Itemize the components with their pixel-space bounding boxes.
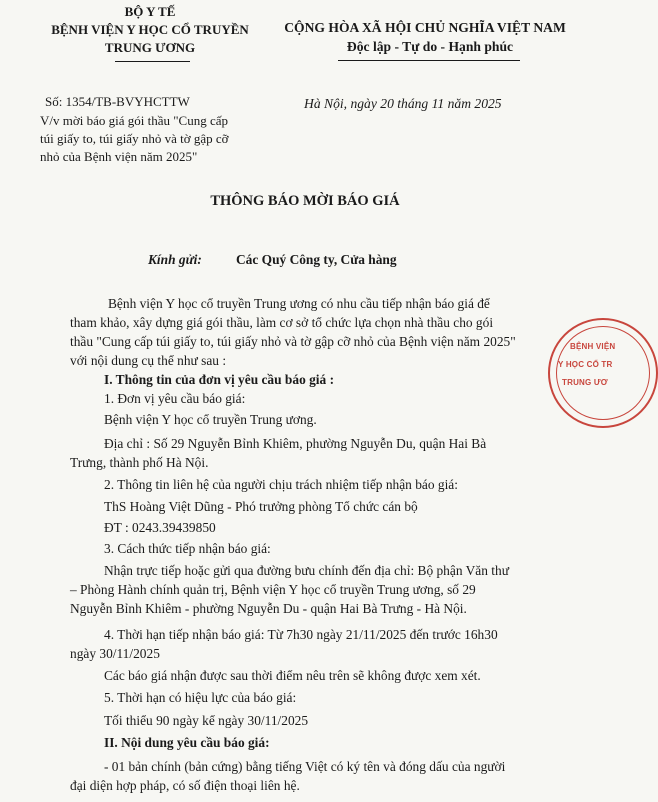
item3-heading: 3. Cách thức tiếp nhận báo giá: <box>104 541 271 556</box>
address-line2: Trưng, thành phố Hà Nội. <box>70 455 209 470</box>
hospital-name-line1: BỆNH VIỆN Y HỌC CỔ TRUYỀN <box>51 22 249 37</box>
section2-heading: II. Nội dung yêu cầu báo giá: <box>104 735 270 750</box>
ministry-name: BỘ Y TẾ <box>124 4 176 19</box>
contact-person: ThS Hoàng Việt Dũng - Phó trưởng phòng Tổ chức cán bộ <box>104 499 418 514</box>
stamp-inner-ring <box>556 326 650 420</box>
intro-line3: thầu "Cung cấp túi giấy to, túi giấy nhỏ và tờ gập cỡ nhỏ của Bệnh viện năm 2025" <box>70 334 516 349</box>
red-seal-stamp <box>548 318 658 428</box>
contact-phone: ĐT : 0243.39439850 <box>104 520 216 535</box>
section1-heading: I. Thông tin của đơn vị yêu cầu báo giá : <box>104 372 335 387</box>
intro-line1: Bệnh viện Y học cổ truyền Trung ương có nhu cầu tiếp nhận báo giá để <box>108 296 490 311</box>
stamp-text-line2: Y HỌC CỔ TR <box>558 360 613 369</box>
header-left-underline <box>115 61 190 62</box>
country-name: CỘNG HÒA XÃ HỘI CHỦ NGHĨA VIỆT NAM <box>284 20 566 35</box>
item2-heading: 2. Thông tin liên hệ của người chịu trách nhiệm tiếp nhận báo giá: <box>104 477 458 492</box>
item5-heading: 5. Thời hạn có hiệu lực của báo giá: <box>104 690 297 705</box>
national-motto: Độc lập - Tự do - Hạnh phúc <box>346 39 514 54</box>
stamp-text-line1: BỆNH VIỆN <box>570 342 616 351</box>
place-and-date: Hà Nội, ngày 20 tháng 11 năm 2025 <box>304 96 502 111</box>
recipient-value: Các Quý Công ty, Cửa hàng <box>236 252 397 267</box>
subject-line1: V/v mời báo giá gói thầu "Cung cấp <box>40 113 229 128</box>
receive-line2: – Phòng Hành chính quản trị, Bệnh viện Y học cổ truyền Trung ương, số 29 <box>70 582 476 597</box>
validity-period: Tối thiểu 90 ngày kể ngày 30/11/2025 <box>104 713 309 728</box>
notice-title: THÔNG BÁO MỜI BÁO GIÁ <box>210 193 400 209</box>
address-line1: Địa chỉ : Số 29 Nguyễn Bỉnh Khiêm, phường Nguyễn Du, quận Hai Bà <box>104 436 487 451</box>
document-number: Số: 1354/TB-BVYHCTTW <box>45 94 190 109</box>
requirement-line1: - 01 bản chính (bản cứng) bằng tiếng Việt có ký tên và đóng dấu của người <box>104 759 506 774</box>
item4-line2: ngày 30/11/2025 <box>70 646 160 661</box>
requirement-line2: đại diện hợp pháp, có số điện thoại liên hệ. <box>70 778 300 793</box>
intro-line2: tham khảo, xây dựng giá gói thầu, làm cơ sở tổ chức lựa chọn nhà thầu cho gói <box>70 315 494 330</box>
item4-line1: 4. Thời hạn tiếp nhận báo giá: Từ 7h30 ngày 21/11/2025 đến trước 16h30 <box>104 627 498 642</box>
receive-line3: Nguyễn Bỉnh Khiêm - phường Nguyễn Du - quận Hai Bà Trưng - Hà Nội. <box>70 601 467 616</box>
motto-underline <box>338 60 520 61</box>
late-note: Các báo giá nhận được sau thời điểm nêu trên sẽ không được xem xét. <box>104 668 481 683</box>
subject-line3: nhỏ của Bệnh viện năm 2025" <box>40 149 198 164</box>
stamp-text-line3: TRUNG ƯƠ <box>562 378 608 387</box>
intro-line4: với nội dung cụ thể như sau : <box>70 353 227 368</box>
recipient-label: Kính gửi: <box>148 252 202 267</box>
hospital-name-line2: TRUNG ƯƠNG <box>104 40 196 55</box>
unit-name: Bệnh viện Y học cổ truyền Trung ương. <box>104 412 317 427</box>
item1-heading: 1. Đơn vị yêu cầu báo giá: <box>104 391 246 406</box>
receive-line1: Nhận trực tiếp hoặc gửi qua đường bưu chính đến địa chỉ: Bộ phận Văn thư <box>104 563 509 578</box>
subject-line2: túi giấy to, túi giấy nhỏ và tờ gập cỡ <box>40 131 229 146</box>
